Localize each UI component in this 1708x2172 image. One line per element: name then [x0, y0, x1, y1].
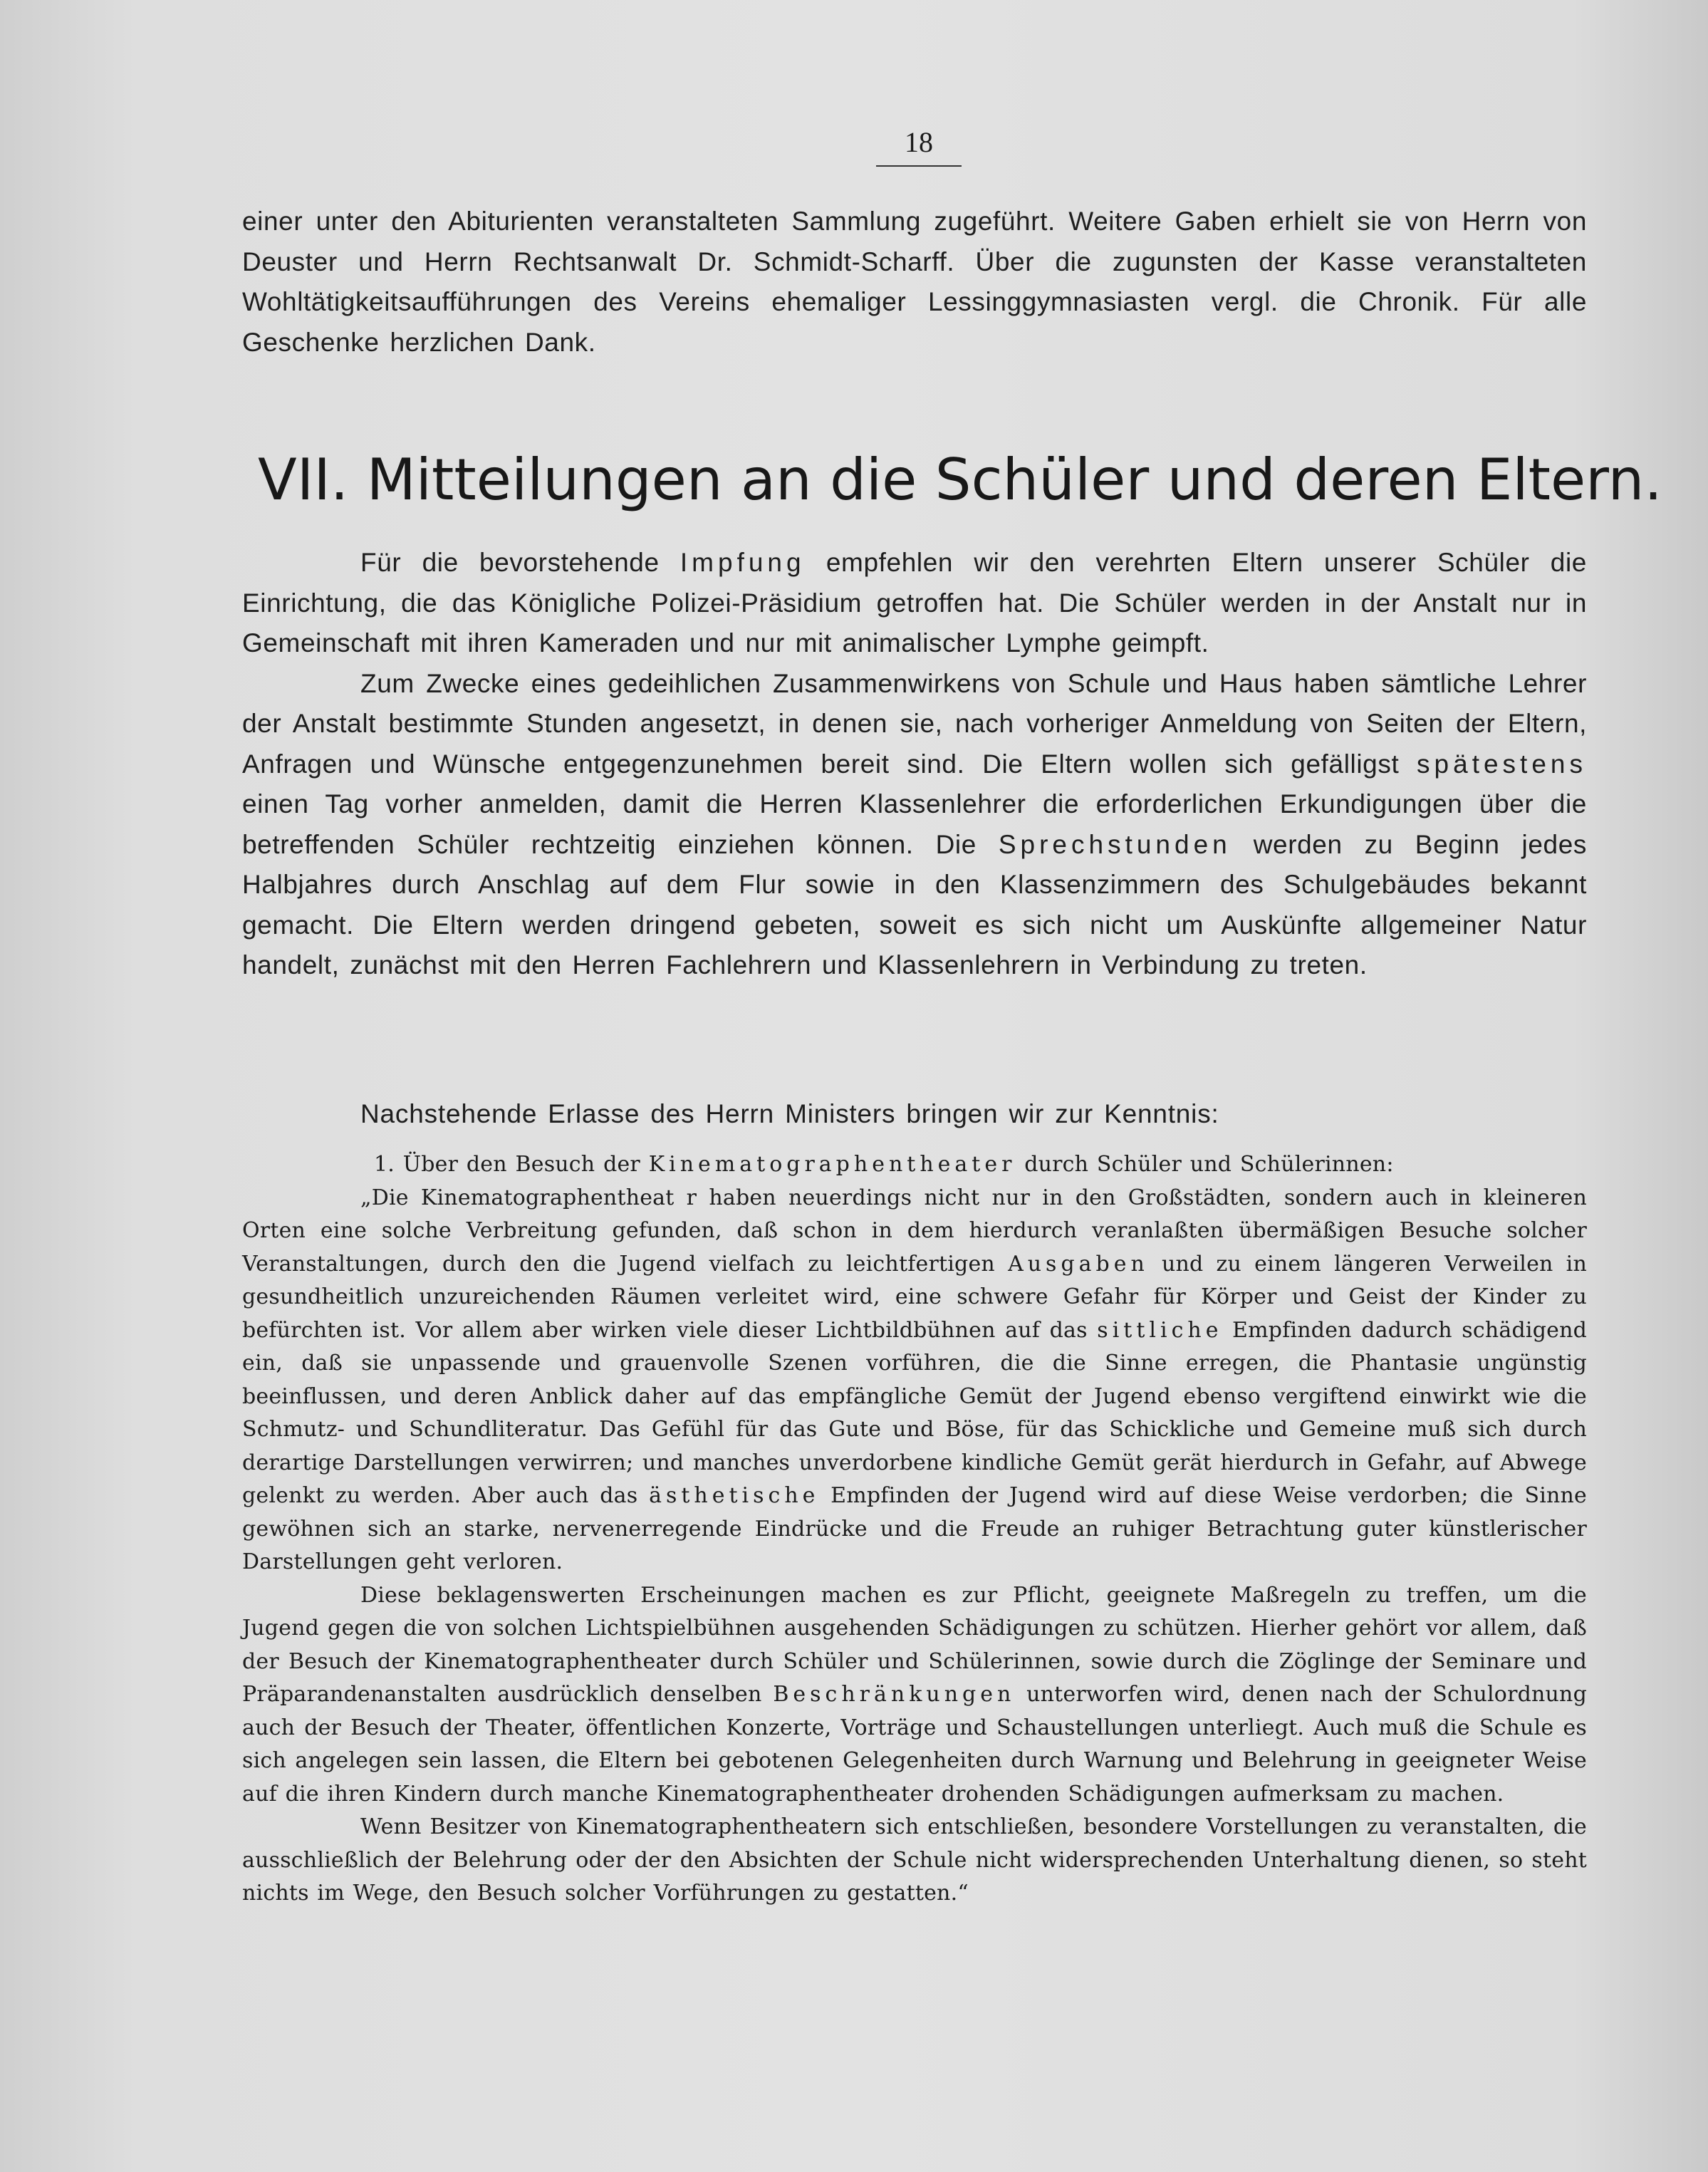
decree-q1-emphasis-expenses: Ausgaben	[1008, 1251, 1149, 1277]
consultation-paragraph	[242, 664, 1587, 986]
decree-quote-paragraph-3: Wenn Besitzer von Kinematographentheatern sich entschließen, besondere Vorstellungen zu veranstalten, die ausschließlich der Belehrung oder der den Absichten der Schule nicht widersprechenden Unterhaltung dienen, so steht nichts im Wege, den Besuch solcher Vorführungen zu gestatten.“	[242, 1814, 1587, 1906]
consultation-text-c: werden zu Beginn jedes Halbjahres durch Anschlag auf dem Flur sowie in den Klassenzimmern des Schulgebäudes bekannt gemacht. Die Eltern werden dringend gebeten, soweit es sich nicht um Auskünfte allgemeiner Natur handelt, zunächst mit den Herren Fachlehrern und Klassenlehrern in Verbindung zu treten.	[242, 829, 1588, 980]
decree-block	[242, 1148, 1587, 1911]
decree-q1-emphasis-moral: sittliche	[1097, 1317, 1223, 1343]
vaccination-text-b: empfehlen wir den verehrten Eltern unserer Schüler die Einrichtung, die das Königliche Polizei-Präsidium getroffen hat. Die Schüler werden in der Anstalt nur in Gemeinschaft mit ihren Kameraden und nur mit animalischer Lymphe geimpft.	[242, 548, 1587, 658]
intro-paragraph	[242, 202, 1587, 363]
decree-q1-a: „Die Kinematographentheat r haben neuerdings nicht nur in den Großstädten, sondern auch in kleineren Orten eine solche Verbreitung gefunden, daß schon in dem hierdurch veranlaßten übermäßigen Besuche solcher Veranstaltungen, durch den die Jugend vielfach zu leichtfertigen	[242, 1185, 1587, 1277]
decree-q2-emphasis-restrictions: Beschränkungen	[773, 1682, 1016, 1707]
vaccination-emphasis: Impfung	[679, 548, 806, 577]
decree-title-emphasis: Kinematographentheater	[648, 1152, 1016, 1177]
decree-q1-b: und zu einem längeren Verweilen in gesundheitlich unzureichenden Räumen verleitet wird, eine schwere Gefahr für Körper und Geist der Kinder zu befürchten ist. Vor allem aber wirken viele dieser Lichtbildbühnen auf das	[242, 1251, 1587, 1343]
decree-q1-d: Empfinden der Jugend wird auf diese Weise verdorben; die Sinne gewöhnen sich an starke, nervenerregende Eindrücke und die Freude an ruhiger Betrachtung guter künstlerischer Darstellungen geht verloren.	[242, 1483, 1587, 1574]
section-body	[242, 543, 1587, 986]
decree-quote-paragraph-2	[242, 1579, 1587, 1812]
consultation-text-a: Zum Zwecke eines gedeihlichen Zusammenwirkens von Schule und Haus haben sämtliche Lehrer der Anstalt bestimmte Stunden angesetzt, in denen sie, nach vorheriger Anmeldung von Seiten der Eltern, Anfragen und Wünsche entgegenzunehmen bereit sind. Die Eltern wollen sich gefälligst	[242, 668, 1587, 779]
page-number: 18	[876, 125, 962, 167]
consultation-emphasis-hours: Sprechstunden	[998, 829, 1231, 859]
decree-q2-a: Diese beklagenswerten Erscheinungen machen es zur Pflicht, geeignete Maßregeln zu treffen, um die Jugend gegen die von solchen Lichtspielbühnen ausgehenden Schädigungen zu schützen. Hierher gehört vor allem, daß der Besuch der Kinematographentheater durch Schüler und Schülerinnen, sowie durch die Zöglinge der Seminare und Präparandenanstalten ausdrücklich denselben	[242, 1582, 1587, 1707]
decree-title	[242, 1148, 1587, 1182]
decree-title-a: 1. Über den Besuch der	[374, 1152, 649, 1177]
notices-intro: Nachstehende Erlasse des Herrn Ministers bringen wir zur Kenntnis:	[360, 1099, 1219, 1128]
vaccination-paragraph	[242, 543, 1587, 664]
decree-q1-emphasis-aesthetic: ästhetische	[649, 1483, 820, 1508]
decree-quote-paragraph-1	[242, 1182, 1587, 1579]
vaccination-text-a: Für die bevorstehende	[360, 548, 680, 577]
consultation-emphasis-latest: spätestens	[1417, 749, 1587, 779]
consultation-text-b: einen Tag vorher anmelden, damit die Herren Klassenlehrer die erforderlichen Erkundigungen über die betreffenden Schüler rechtzeitig einziehen können. Die	[242, 789, 1587, 859]
decree-title-b: durch Schüler und Schülerinnen:	[1016, 1152, 1394, 1177]
intro-text: einer unter den Abiturienten veranstalteten Sammlung zugeführt. Weitere Gaben erhielt sie von Herrn von Deuster und Herrn Rechtsanwalt Dr. Schmidt-Scharff. Über die zugunsten der Kasse veranstalteten Wohltätigkeitsaufführungen des Vereins ehemaliger Lessinggymnasiasten vergl. die Chronik. Für alle Geschenke herzlichen Dank.	[242, 207, 1587, 357]
section-heading: VII. Mitteilungen an die Schüler und deren Eltern.	[258, 447, 1662, 513]
decree-q2-b: unterworfen wird, denen nach der Schulordnung auch der Besuch der Theater, öffentlichen Konzerte, Vorträge und Schaustellungen unterliegt. Auch muß die Schule es sich angelegen sein lassen, die Eltern bei gebotenen Gelegenheiten durch Warnung und Belehrung in geeigneter Weise auf die ihren Kindern durch manche Kinematographentheater drohenden Schädigungen aufmerksam zu machen.	[242, 1682, 1587, 1807]
decree-q1-c: Empfinden dadurch schädigend ein, daß sie unpassende und grauenvolle Szenen vorführen, die die Sinne erregen, die Phantasie ungünstig beeinflussen, und deren Anblick daher auf das empfängliche Gemüt der Jugend ebenso vergiftend einwirkt wie die Schmutz- und Schundliteratur. Das Gefühl für das Gute und Böse, für das Schickliche und Gemeine muß sich durch derartige Darstellungen verwirren; und manches unverdorbene kindliche Gemüt gerät hierdurch in Gefahr, auf Abwege gelenkt zu werden. Aber auch das	[242, 1317, 1587, 1508]
